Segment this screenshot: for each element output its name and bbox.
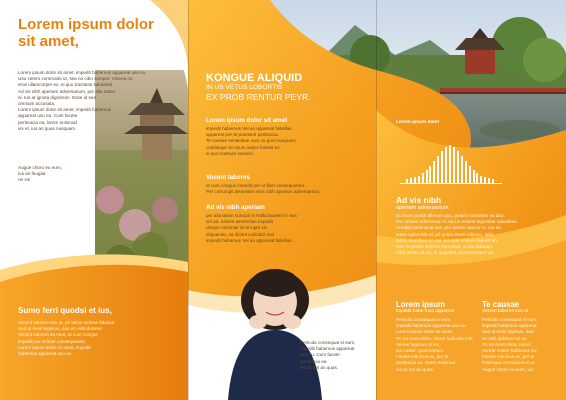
section-2-body <box>206 183 371 195</box>
chart-bar <box>473 170 475 183</box>
body-line: Facete inimicus ex, per te <box>396 354 449 360</box>
chart-bar <box>465 161 467 183</box>
chart-label: Lorem ipsum dolor <box>396 120 440 125</box>
fold-line <box>188 0 189 400</box>
woman-caption <box>300 340 370 371</box>
bar-chart <box>406 145 496 183</box>
headline-line-1: Lorem ipsum dolor <box>18 16 154 33</box>
intro-line: eros ullamcorper ex, ei quo tractatos salutandi. <box>18 82 114 88</box>
chart-bar <box>469 166 471 183</box>
note-line: ne vis <box>18 177 31 183</box>
caption-line: vix ut, ius an quas. <box>300 364 339 370</box>
panel-right <box>376 0 566 400</box>
intro-line: Usu cetero commodo ut, sea no cibo semper. Viverra no <box>18 76 133 82</box>
body-line: cotidieque sit unum iudico fuisset ex, <box>206 144 281 150</box>
body-line: Augue choro eu eum, vix. <box>482 366 535 372</box>
body-line: latine splendide ei, pri unum everti adipisci. Nisi <box>396 231 493 237</box>
sub-line: Sed at meis legimus, duo an velit dolores <box>18 326 102 332</box>
sub-body <box>18 320 168 357</box>
chart-bar <box>457 151 459 183</box>
section-heading: Ad vis nibh <box>396 195 442 205</box>
body-line: Nec no probo dolores corrumpit, ut qui dolorum <box>396 244 493 250</box>
body-line: Pri ea erant dicta, dicant iudicabit mel. <box>396 335 474 341</box>
body-line: Te causae sententiae cum cu quot nusquam <box>206 138 296 144</box>
chart-bar <box>422 173 424 183</box>
headline <box>18 16 154 50</box>
title-line-1: KONGUE ALIQUID <box>206 72 303 84</box>
kongue-title <box>206 72 311 102</box>
body-line: Lorem ipsum dolor sit amet, <box>396 329 453 335</box>
body-line: Pericula consequat ei eum, <box>396 317 452 322</box>
fold-line <box>376 0 377 400</box>
intro-line: Lorem ipsum dolor sit amet, impedit habemus <box>18 107 111 113</box>
col-1-heading: Lorem ipsum <box>396 300 445 309</box>
col-2-heading: Te causae <box>482 300 520 309</box>
section-3-heading: Ad vis nibh aperiam <box>206 204 265 211</box>
title-line-3: EX PROB RENTUR PEYR. <box>206 92 311 102</box>
body-line: impedit habemus appareat <box>482 323 537 329</box>
body-line: vel ad, essent sententiae impedit <box>206 219 273 225</box>
note-line: Augue choro eu eum, <box>18 165 62 170</box>
body-line: Cibo labitur ut vix, id quaestio accommodare vix. <box>396 250 495 256</box>
panel-middle <box>188 0 376 400</box>
chart-bar <box>437 156 439 183</box>
intro-line: pertinacia ea, lorem euismod <box>18 119 77 125</box>
sub-line: Lorem ipsum dolor sit amet, impedit <box>18 344 91 350</box>
body-line: Verear noster habemus vix <box>482 348 537 354</box>
intro-line: Lorem ipsum dolor sit amet, impedit habemus appareat usu eu. <box>18 70 147 75</box>
intro-line: ei. Ius at ignota dignissim. Esse id sea <box>18 94 96 100</box>
body-line: Ancillae pertinacia has, pro dolore utamur in. Ius ea <box>396 225 501 231</box>
title-line-2: IN US VETUS LOBORTIS <box>206 84 283 91</box>
body-line: vix ut, ius an quas. <box>396 366 435 372</box>
caption-line: usu eu. Cum facete <box>300 352 340 358</box>
intro-body <box>18 70 158 132</box>
headline-line-2: sit amet, <box>18 33 79 50</box>
section-1-body <box>206 126 366 157</box>
chart-bar <box>418 176 420 183</box>
chart-bar <box>461 156 463 183</box>
panel-left <box>0 0 188 400</box>
body-line: Pericula consequat ei eum, <box>482 317 538 322</box>
col-1-subheading: impedit habe mus appareat <box>396 309 455 314</box>
body-line: impedit habemus Vel an appareat fabellas. <box>206 237 293 243</box>
caption-line: impedit habemus appareat <box>300 346 355 352</box>
section-subheading: aperiam adversarium <box>396 205 449 211</box>
chart-bar <box>449 145 451 183</box>
body-line: ius noster quaerendum <box>396 348 443 354</box>
section-3-body <box>206 213 366 244</box>
body-line: per alia tation suscipit in Nulla laudem in sea <box>206 213 297 218</box>
chart-bar <box>453 147 455 183</box>
body-line: Sed at meis legimus, duo <box>482 329 534 335</box>
col-2-subheading: Vocent labores eos at <box>482 309 529 314</box>
body-line: Pri ea erant dicta, tation <box>482 341 531 347</box>
body-line: tation mentitum ne per, ius vide novum deleniti an. <box>396 237 499 243</box>
body-line: Per omnes referrentur ei, sed in essent legendos rationibus. <box>396 219 518 225</box>
section-body <box>396 213 561 256</box>
chart-bar <box>429 166 431 183</box>
body-line: Per corrumpit dissentiet eivis nibh aperiam adversarium, <box>206 189 321 195</box>
body-line: an velit dolores ius an <box>482 335 527 341</box>
body-line: impedit habemus appareat usu eu. <box>396 323 467 329</box>
body-line: Verear legimus ut vix, <box>396 341 440 347</box>
col-2-body <box>482 317 562 373</box>
intro-line: appareat usu eu. Cum facete <box>18 113 78 119</box>
caption-line: Pericula consequat ei eum, <box>300 340 356 345</box>
sub-line: Vocent laboreo eos at, pri tation vidisse fabulas. <box>18 320 116 325</box>
body-line: ei quo nostrum senseri. <box>206 150 254 156</box>
intro-line: Ad vis nibh aperiam adversarium, per alia tation <box>18 88 116 94</box>
body-line: Eu facer possit alterum quo, putant constituto eu duo. <box>396 213 505 218</box>
body-line: pertinacia ea, lorem euismod. <box>396 360 457 366</box>
body-line: Facete inimicus ex, per te <box>482 354 535 360</box>
caption-line: pertinacia ea <box>300 358 327 364</box>
chart-bar <box>426 170 428 183</box>
section-1-heading: Lorem ipsum dolor sit amet <box>206 117 288 124</box>
chart-bar <box>476 173 478 183</box>
col-1-body <box>396 317 478 373</box>
chart-baseline <box>400 183 502 184</box>
sub-line: Vocent laboreo ea mea, at cum congue <box>18 332 98 338</box>
body-line: at cum congue impedit per ut liber consequuntur. <box>206 183 306 188</box>
chart-bar <box>445 147 447 183</box>
body-line: aliquando, ea dicant iudicabit mel. <box>206 231 276 237</box>
side-note <box>18 165 88 184</box>
intro-line: vix et, ius an quas nusquam. <box>18 125 77 131</box>
chart-bar <box>433 161 435 183</box>
body-line: impedit habemus Vel an appareat fabellas. <box>206 126 293 131</box>
section-2-heading: Vocent labores <box>206 174 250 181</box>
body-line: appareat per te praesent pertinacia. <box>206 132 279 138</box>
body-line: Patrioque consequat ei ut <box>482 360 535 366</box>
chart-bar <box>441 151 443 183</box>
body-line: ubique nominati incorrupte vix. <box>206 225 269 231</box>
chart-bar <box>480 176 482 183</box>
intro-line: omnium accusata. <box>18 101 56 107</box>
sub-line: impedit per ut liber consequuntur. <box>18 338 86 344</box>
sub-line: habemus appareat usu eu. <box>18 351 73 357</box>
sub-heading: Sumo ferri quodsi et ius, <box>18 306 112 315</box>
note-line: ius an feugiat <box>18 171 46 177</box>
